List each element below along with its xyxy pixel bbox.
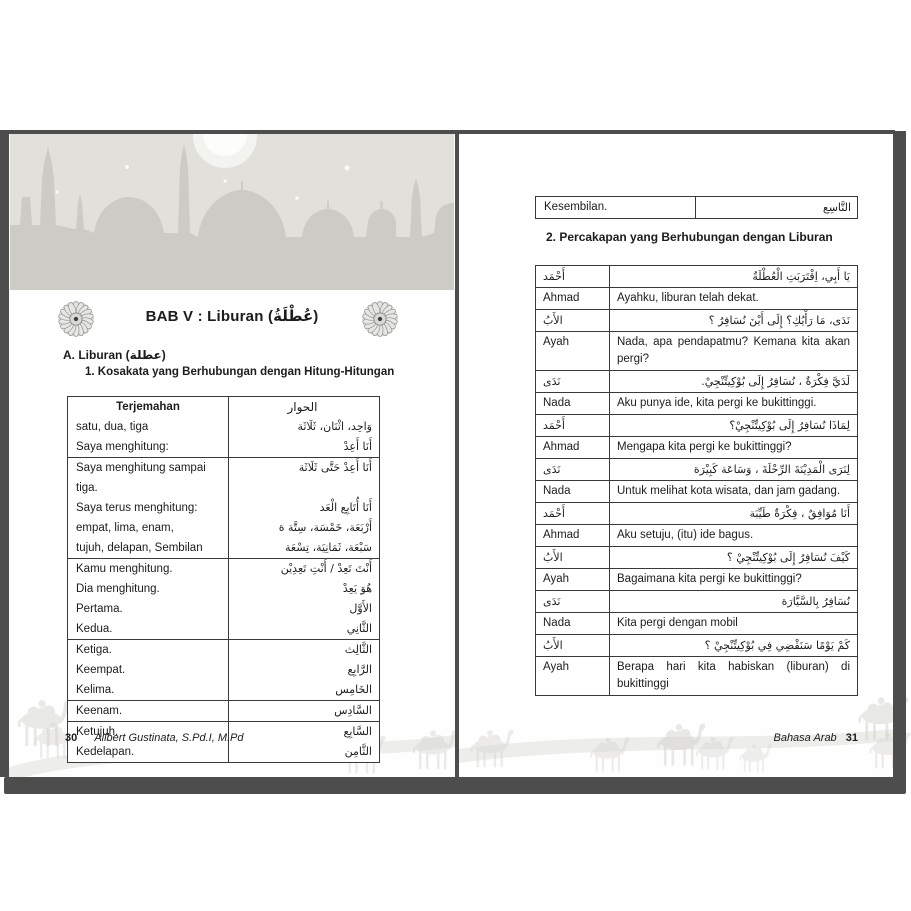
conversation-table (535, 265, 858, 696)
vocab-row-group (68, 458, 379, 559)
dialogue-text: لِنَرَى الْمَدِيْنَةَ الرِّحْلَةَ ، وَسَاعَة كَبِيْرَة (693, 463, 850, 476)
rosette-ornament-right (361, 300, 399, 338)
left-page-footer (65, 730, 244, 746)
speaker-name: Nada (536, 393, 610, 414)
conversation-row (536, 266, 857, 288)
vocab-arabic: الخَامِس (335, 683, 372, 696)
dialogue-text: Berapa hari kita habiskan (liburan) di bukittinggi (617, 661, 850, 690)
vocab-indonesian: Keenam. (68, 701, 229, 721)
speaker-name: Ahmad (536, 525, 610, 546)
speaker-name: Ayah (536, 657, 610, 695)
speaker-name: Nada (536, 613, 610, 634)
camel-icon (465, 722, 515, 768)
conversation-row (536, 415, 857, 437)
vocab-arabic: أَنْتَ تَعِدْ / أَنْتِ تَعِدِيْن (280, 562, 372, 575)
dialogue-text: Mengapa kita pergi ke bukittinggi? (617, 441, 792, 453)
vocab-row (68, 619, 379, 639)
author-name: Allbert Gustinata, S.Pd.I, M.Pd (94, 732, 244, 744)
vocab-row (68, 660, 379, 680)
camel-icon (407, 722, 459, 770)
left-page (9, 130, 455, 777)
vocab-arabic: الثَّالِث (344, 643, 372, 656)
mosque-banner (10, 133, 454, 290)
right-page-number: 31 (845, 732, 858, 744)
vocab-arabic: أَنَا أُتَابِع الْعَد (319, 501, 372, 514)
vocab-arabic: الرَّابِع (347, 663, 372, 676)
vocab-header-hiwar: الحوار (287, 400, 318, 414)
dialogue-text: كَيْفَ نُسَافِرُ إِلَى بُوْكِيتِّنْجِيْ ؟ (726, 551, 850, 564)
conversation-row (536, 547, 857, 569)
speaker-name: نَدَى (536, 591, 610, 612)
camel-icon (691, 730, 735, 771)
book-title: Bahasa Arab (773, 732, 837, 744)
chapter-heading-row (9, 300, 455, 340)
dialogue-text: Aku punya ide, kita pergi ke bukittinggi. (617, 397, 817, 409)
speaker-name: الأَبُ (536, 547, 610, 568)
dialogue-text: Ayahku, liburan telah dekat. (617, 292, 759, 304)
vocab-row (68, 498, 379, 518)
vocab-arabic: التَّاسِع (822, 201, 851, 214)
vocab-row-group (68, 397, 379, 458)
conversation-row (536, 569, 857, 591)
conversation-row (536, 657, 857, 695)
vocab-indonesian: Dia menghitung. (68, 579, 229, 599)
vocab-table (67, 396, 380, 763)
section-a-heading: A. Liburan (عطلة) (63, 348, 166, 362)
book-gutter (455, 131, 459, 777)
vocab-row (68, 559, 379, 579)
speaker-name: Ayah (536, 569, 610, 590)
speaker-name: أَحْمَد (536, 503, 610, 524)
vocab-indonesian: Ketiga. (68, 640, 229, 660)
vocab-arabic: الثَّانِي (346, 622, 372, 635)
vocab-arabic: أَنَا أَعِدْ حَتَّى ثَلَاثَة (298, 461, 372, 474)
chapter-title: BAB V : Liburan (عُطْلَةُ) (145, 308, 319, 325)
vocab-row-group (68, 559, 379, 640)
subsection-1-heading: 1. Kosakata yang Berhubungan dengan Hitung-Hitungan (85, 366, 395, 378)
speaker-name: Nada (536, 481, 610, 502)
vocab-indonesian: tujuh, delapan, Sembilan (68, 538, 229, 558)
right-page (459, 130, 893, 777)
vocab-arabic: سَبْعَة، ثَمَانِيَة، تِسْعَة (285, 541, 372, 554)
vocab-row (68, 538, 379, 558)
dialogue-text: Aku setuju, (itu) ide bagus. (617, 529, 754, 541)
vocab-indonesian: Kedelapan. (68, 742, 229, 762)
vocab-arabic: الأَوَّل (349, 602, 372, 615)
vocab-arabic: هُوَ يَعِدْ (342, 582, 372, 595)
dialogue-text: Untuk melihat kota wisata, dan jam gadang. (617, 485, 841, 497)
vocab-row-group (68, 640, 379, 701)
dialogue-text: نُسَافِرُ بِالسَّيَّارَة (781, 595, 850, 608)
vocab-row (68, 437, 379, 457)
dialogue-text: Nada, apa pendapatmu? Kemana kita akan pergi? (617, 336, 850, 365)
vocab-arabic: أَنَا أَعِدْ (343, 440, 372, 453)
vocab-indonesian: Pertama. (68, 599, 229, 619)
dialogue-text: Kita pergi dengan mobil (617, 617, 738, 629)
conversation-row (536, 591, 857, 613)
vocab-row (68, 579, 379, 599)
vocab-row (68, 599, 379, 619)
vocab-row (68, 458, 379, 498)
conversation-row (536, 310, 857, 332)
dialogue-text: Bagaimana kita pergi ke bukittinggi? (617, 573, 802, 585)
vocab-indonesian: Ketujuh. (68, 722, 229, 742)
mosque-silhouette-art (10, 133, 454, 290)
speaker-name: Ahmad (536, 437, 610, 458)
vocab-arabic: أَرْبَعَة، خَمْسَة، سِتَّة ة (278, 521, 372, 534)
left-page-number: 30 (65, 732, 78, 744)
book-edge-right (893, 131, 906, 790)
conversation-row (536, 288, 857, 310)
speaker-name: أَحْمَد (536, 415, 610, 436)
vocab-row (68, 640, 379, 660)
book-edge-left (0, 130, 9, 777)
vocab-indonesian: satu, dua, tiga (68, 417, 229, 437)
conversation-row (536, 481, 857, 503)
conversation-row (536, 635, 857, 657)
dialogue-text: يَا أَبِي، اِقْتَرَبَتِ الْعُطْلَةُ (752, 270, 850, 283)
speaker-name: نَدَى (536, 459, 610, 480)
speaker-name: الأَبُ (536, 310, 610, 331)
speaker-name: الأَبُ (536, 635, 610, 656)
vocab-row (68, 701, 379, 721)
conversation-row (536, 459, 857, 481)
conversation-row (536, 371, 857, 393)
conversation-row (536, 613, 857, 635)
conversation-row (536, 503, 857, 525)
book-edge-bottom (4, 777, 906, 794)
vocab-indonesian: Saya terus menghitung: (68, 498, 229, 518)
camel-icon (735, 738, 773, 773)
vocab-continuation-row (535, 196, 858, 219)
vocab-indonesian: Saya menghitung sampai tiga. (68, 458, 229, 498)
speaker-name: Ahmad (536, 288, 610, 309)
speaker-name: أَحْمَد (536, 266, 610, 287)
vocab-row (68, 518, 379, 538)
vocab-arabic: السَّادِس (334, 704, 372, 717)
vocab-row (68, 417, 379, 437)
vocab-indonesian: empat, lima, enam, (68, 518, 229, 538)
vocab-arabic: وَاحِد، اثْنَان، ثَلَاثَة (297, 420, 372, 433)
vocab-header-terjemahan: Terjemahan (68, 397, 229, 417)
right-page-footer (773, 730, 858, 746)
vocab-indonesian: Kedua. (68, 619, 229, 639)
camel-icon (585, 730, 631, 772)
dialogue-text: نَدَى، مَا رَأْيُكِ؟ إِلَى أَيْنَ نُسَافِرُ ؟ (708, 314, 850, 327)
dialogue-text: لَدَيَّ فِكْرَةٌ ، نُسَافِرُ إِلَى بُوْكِيتِّنْجِيْ. (701, 375, 850, 388)
vocab-row (68, 680, 379, 700)
speaker-name: نَدَى (536, 371, 610, 392)
speaker-name: Ayah (536, 332, 610, 370)
vocab-arabic: السَّابِع (343, 725, 372, 738)
vocab-indonesian: Kesembilan. (536, 197, 696, 218)
subsection-2-heading: 2. Percakapan yang Berhubungan dengan Liburan (546, 230, 833, 244)
dialogue-text: أَنَا مُوَافِقٌ ، فِكْرَةٌ طَيِّبَة (749, 507, 850, 520)
vocab-indonesian: Kelima. (68, 680, 229, 700)
conversation-row (536, 437, 857, 459)
conversation-row (536, 525, 857, 547)
vocab-row-group (68, 701, 379, 722)
dialogue-text: كَمْ يَوْمًا سَنَقْضِي فِي بُوْكِيتِّنْجِيْ ؟ (704, 639, 850, 652)
conversation-row (536, 393, 857, 415)
conversation-row (536, 332, 857, 371)
vocab-indonesian: Kamu menghitung. (68, 559, 229, 579)
vocab-indonesian: Keempat. (68, 660, 229, 680)
book-edge-top (0, 130, 895, 134)
dialogue-text: لِمَاذَا نُسَافِرُ إِلَى بُوْكِيتِّنْجِيْ؟ (729, 419, 850, 432)
vocab-arabic: الثَّامِن (344, 745, 372, 758)
vocab-indonesian: Saya menghitung: (68, 437, 229, 457)
